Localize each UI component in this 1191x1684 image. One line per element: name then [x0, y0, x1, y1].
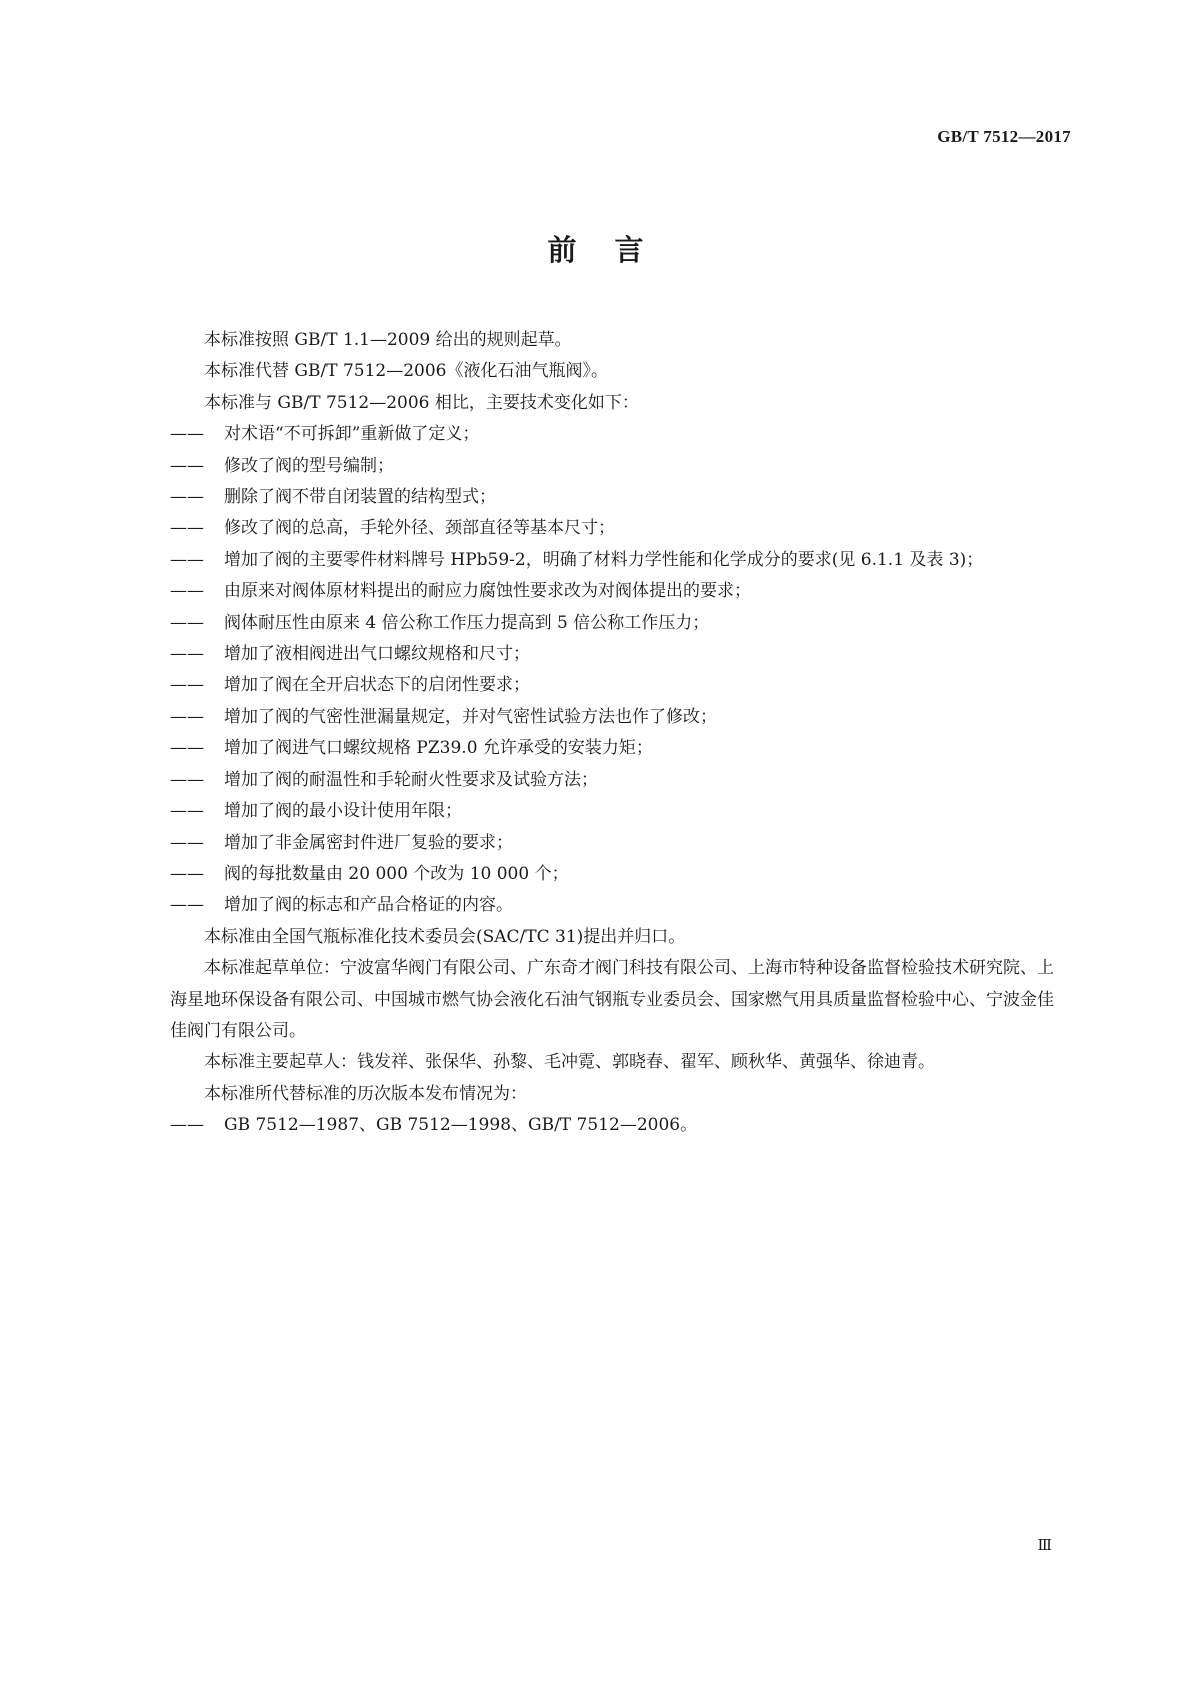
list-item — [170, 1110, 1062, 1141]
list-item — [170, 890, 1062, 921]
dash-marker: —— — [170, 895, 204, 916]
dash-marker: —— — [170, 738, 204, 759]
list-item — [170, 859, 1062, 890]
list-item — [170, 482, 1062, 513]
intro-paragraph: 本标准代替 GB/T 7512—2006《液化石油气瓶阀》。 — [204, 361, 608, 382]
list-item — [170, 513, 1062, 544]
list-item-text: 删除了阀不带自闭装置的结构型式； — [224, 487, 496, 508]
list-item-text: 对术语“不可拆卸”重新做了定义； — [224, 424, 480, 445]
list-item — [170, 451, 1062, 482]
history-list — [170, 1110, 1062, 1141]
closing-paragraph: 本标准由全国气瓶标准化技术委员会(SAC/TC 31)提出并归口。 — [204, 926, 686, 947]
dash-marker: —— — [170, 832, 204, 853]
dash-marker: —— — [170, 424, 204, 445]
list-item-text: 增加了液相阀进出气口螺纹规格和尺寸； — [224, 644, 530, 665]
dash-marker: —— — [170, 518, 204, 539]
list-item-text: GB 7512—1987、GB 7512—1998、GB/T 7512—2006。 — [224, 1115, 698, 1136]
list-item-text: 增加了阀的最小设计使用年限； — [224, 801, 462, 822]
list-item — [170, 608, 1062, 639]
history-intro-paragraph: 本标准所代替标准的历次版本发布情况为： — [204, 1083, 527, 1104]
intro-paragraph: 本标准按照 GB/T 1.1—2009 给出的规则起草。 — [204, 330, 572, 350]
document-body — [170, 325, 1062, 1142]
dash-marker: —— — [170, 863, 204, 884]
drafters-paragraph: 本标准主要起草人：钱发祥、张保华、孙黎、毛冲霓、郭晓春、翟军、顾秋华、黄强华、徐迪青。 — [204, 1052, 935, 1073]
list-item — [170, 576, 1062, 607]
list-item — [170, 419, 1062, 450]
list-item — [170, 733, 1062, 764]
list-item-text: 增加了非金属密封件进厂复验的要求； — [224, 832, 513, 853]
list-item — [170, 545, 1062, 576]
list-item — [170, 670, 1062, 701]
page-number: Ⅲ — [1037, 1538, 1052, 1554]
list-item-text: 增加了阀的气密性泄漏量规定，并对气密性试验方法也作了修改； — [224, 706, 717, 727]
dash-marker: —— — [170, 581, 204, 602]
list-item-text: 由原来对阀体原材料提出的耐应力腐蚀性要求改为对阀体提出的要求； — [224, 581, 751, 602]
list-item-text: 增加了阀进气口螺纹规格 PZ39.0 允许承受的安装力矩； — [224, 738, 653, 759]
dash-marker: —— — [170, 487, 204, 508]
list-item-text: 修改了阀的型号编制； — [224, 455, 394, 476]
list-item-text: 增加了阀的主要零件材料牌号 HPb59-2，明确了材料力学性能和化学成分的要求(见 6.1.1 及表 3)； — [224, 549, 984, 570]
dash-marker: —— — [170, 706, 204, 727]
dash-marker: —— — [170, 675, 204, 696]
dash-marker: —— — [170, 612, 204, 633]
standard-code: GB/T 7512—2017 — [937, 127, 1071, 146]
page-title: 前言 — [547, 233, 682, 267]
dash-marker: —— — [170, 455, 204, 476]
list-item-text: 阀体耐压性由原来 4 倍公称工作压力提高到 5 倍公称工作压力； — [224, 612, 710, 633]
list-item — [170, 765, 1062, 796]
list-item-text: 增加了阀的标志和产品合格证的内容。 — [224, 895, 513, 916]
dash-marker: —— — [170, 644, 204, 665]
dash-marker: —— — [170, 801, 204, 822]
list-item — [170, 639, 1062, 670]
changes-list — [170, 419, 1062, 922]
intro-paragraph: 本标准与 GB/T 7512—2006 相比，主要技术变化如下： — [204, 392, 639, 413]
list-item-text: 阀的每批数量由 20 000 个改为 10 000 个； — [224, 863, 569, 884]
list-item — [170, 796, 1062, 827]
drafting-units-paragraph: 本标准起草单位：宁波富华阀门有限公司、广东奇才阀门科技有限公司、上海市特种设备监督检验技术研究院、上海星地环保设备有限公司、中国城市燃气协会液化石油气钢瓶专业委员会、国家燃气用具质量监督检验中心、宁波金佳佳阀门有限公司。 — [170, 958, 1054, 1041]
list-item — [170, 828, 1062, 859]
list-item — [170, 702, 1062, 733]
dash-marker: —— — [170, 1115, 204, 1136]
dash-marker: —— — [170, 769, 204, 790]
dash-marker: —— — [170, 549, 204, 570]
list-item-text: 增加了阀在全开启状态下的启闭性要求； — [224, 675, 530, 696]
list-item-text: 增加了阀的耐温性和手轮耐火性要求及试验方法； — [224, 769, 598, 790]
list-item-text: 修改了阀的总高，手轮外径、颈部直径等基本尺寸； — [224, 518, 615, 539]
